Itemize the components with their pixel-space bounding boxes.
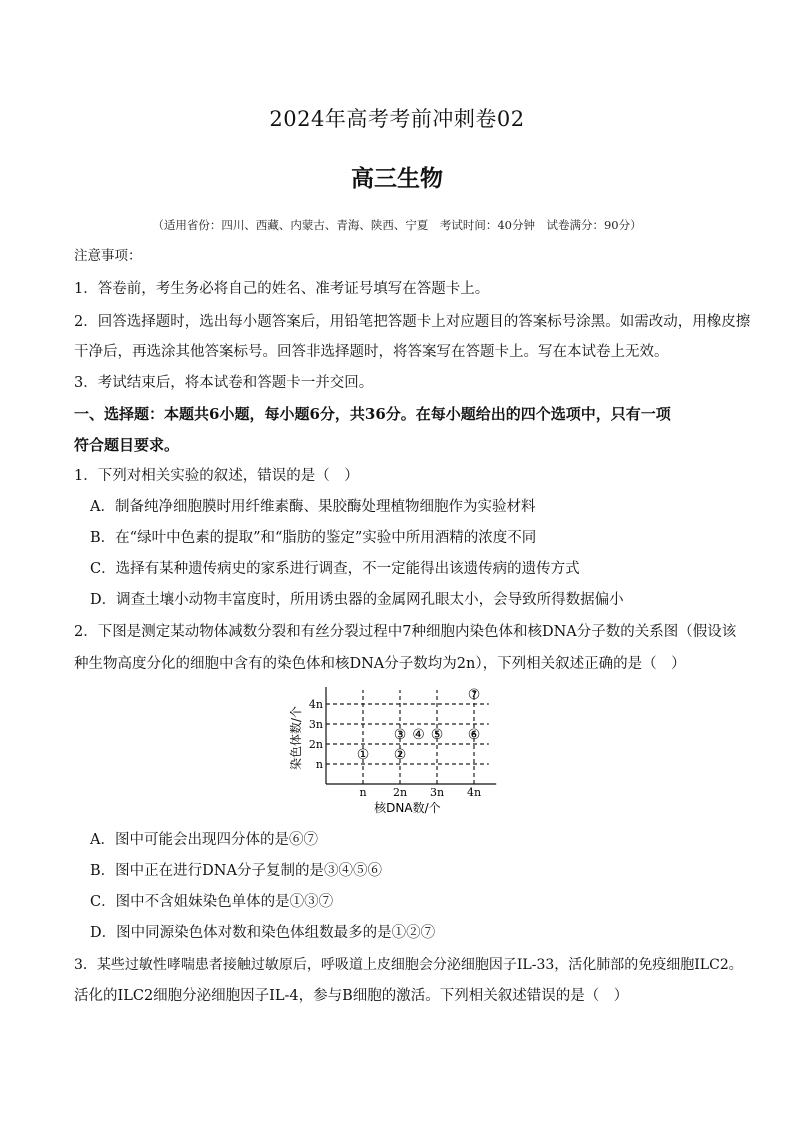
question-2-stem: 2．下图是测定某动物体减数分裂和有丝分裂过程中7种细胞内染色体和核DNA分子数的关系图（假设该 (74, 624, 737, 640)
page-subtitle: 高三生物 (351, 166, 443, 192)
question-2-option-d: D．图中同源染色体对数和染色体组数最多的是①②⑦ (90, 925, 436, 941)
x-tick-label: n (359, 786, 367, 799)
data-point-②: ② (393, 747, 407, 763)
notice-item: 干净后，再选涂其他答案标号。回答非选择题时，将答案写在答题卡上。写在本试卷上无效。 (74, 344, 669, 360)
question-1-option-c: C．选择有某种遗传病史的家系进行调查，不一定能得出该遗传病的遗传方式 (90, 561, 580, 577)
question-2-option-b: B．图中正在进行DNA分子复制的是③④⑤⑥ (90, 863, 382, 879)
question-2-option-c: C．图中不含姐妹染色单体的是①③⑦ (90, 894, 334, 910)
section-heading: 一、选择题：本题共6小题，每小题6分，共36分。在每小题给出的四个选项中，只有一项 (74, 405, 671, 423)
data-point-⑦: ⑦ (467, 687, 481, 703)
notice-heading: 注意事项： (74, 248, 142, 264)
data-point-④: ④ (412, 727, 425, 743)
y-axis-label: 染色体数/个 (289, 705, 303, 771)
notice-item: 1．答卷前，考生务必将自己的姓名、准考证号填写在答题卡上。 (74, 281, 490, 297)
question-1-option-a: A．制备纯净细胞膜时用纤维素酶、果胶酶处理植物细胞作为实验材料 (90, 499, 536, 515)
y-tick-label: 3n (308, 718, 323, 731)
question-1-option-b: B．在“绿叶中色素的提取”和“脂肪的鉴定”实验中所用酒精的浓度不同 (90, 530, 537, 546)
question-1-stem: 1．下列对相关实验的叙述，错误的是（ ） (74, 468, 359, 484)
page-title: 2024年高考考前冲刺卷02 (269, 107, 525, 131)
data-point-⑤: ⑤ (430, 727, 444, 743)
x-tick-label: 2n (392, 786, 408, 799)
y-tick-label: 2n (308, 738, 323, 751)
notice-item: 3．考试结束后，将本试卷和答题卡一并交回。 (74, 375, 374, 391)
x-tick-label: 4n (466, 786, 482, 799)
question-2-option-a: A．图中可能会出现四分体的是⑥⑦ (90, 832, 318, 848)
data-point-③: ③ (393, 727, 407, 743)
data-point-①: ① (356, 747, 370, 763)
chromosome-dna-chart (286, 686, 500, 816)
y-tick-label: 4n (308, 698, 323, 711)
y-tick-label: n (315, 758, 323, 771)
x-tick-label: 3n (429, 786, 445, 799)
question-1-option-d: D．调查土壤小动物丰富度时，所用诱虫器的金属网孔眼太小，会导致所得数据偏小 (90, 592, 624, 608)
data-point-⑥: ⑥ (467, 727, 481, 743)
question-2-stem-cont: 种生物高度分化的细胞中含有的染色体和核DNA分子数均为2n），下列相关叙述正确的是（ ） (74, 656, 686, 672)
x-axis-label: 核DNA数/个 (374, 801, 441, 815)
notice-item: 2．回答选择题时，选出每小题答案后，用铅笔把答题卡上对应题目的答案标号涂黑。如需改动，用橡皮擦 (74, 314, 751, 330)
section-heading-cont: 符合题目要求。 (74, 436, 180, 454)
question-3-stem-cont: 活化的ILC2细胞分泌细胞因子IL-4，参与B细胞的激活。下列相关叙述错误的是（ ） (74, 988, 629, 1004)
question-3-stem: 3．某些过敏性哮喘患者接触过敏原后，呼吸道上皮细胞会分泌细胞因子IL-33，活化肺部的免疫细胞ILC2。 (74, 957, 743, 973)
exam-meta: （适用省份：四川、西藏、内蒙古、青海、陕西、宁夏 考试时间：40分钟 试卷满分：90分） (152, 218, 642, 232)
